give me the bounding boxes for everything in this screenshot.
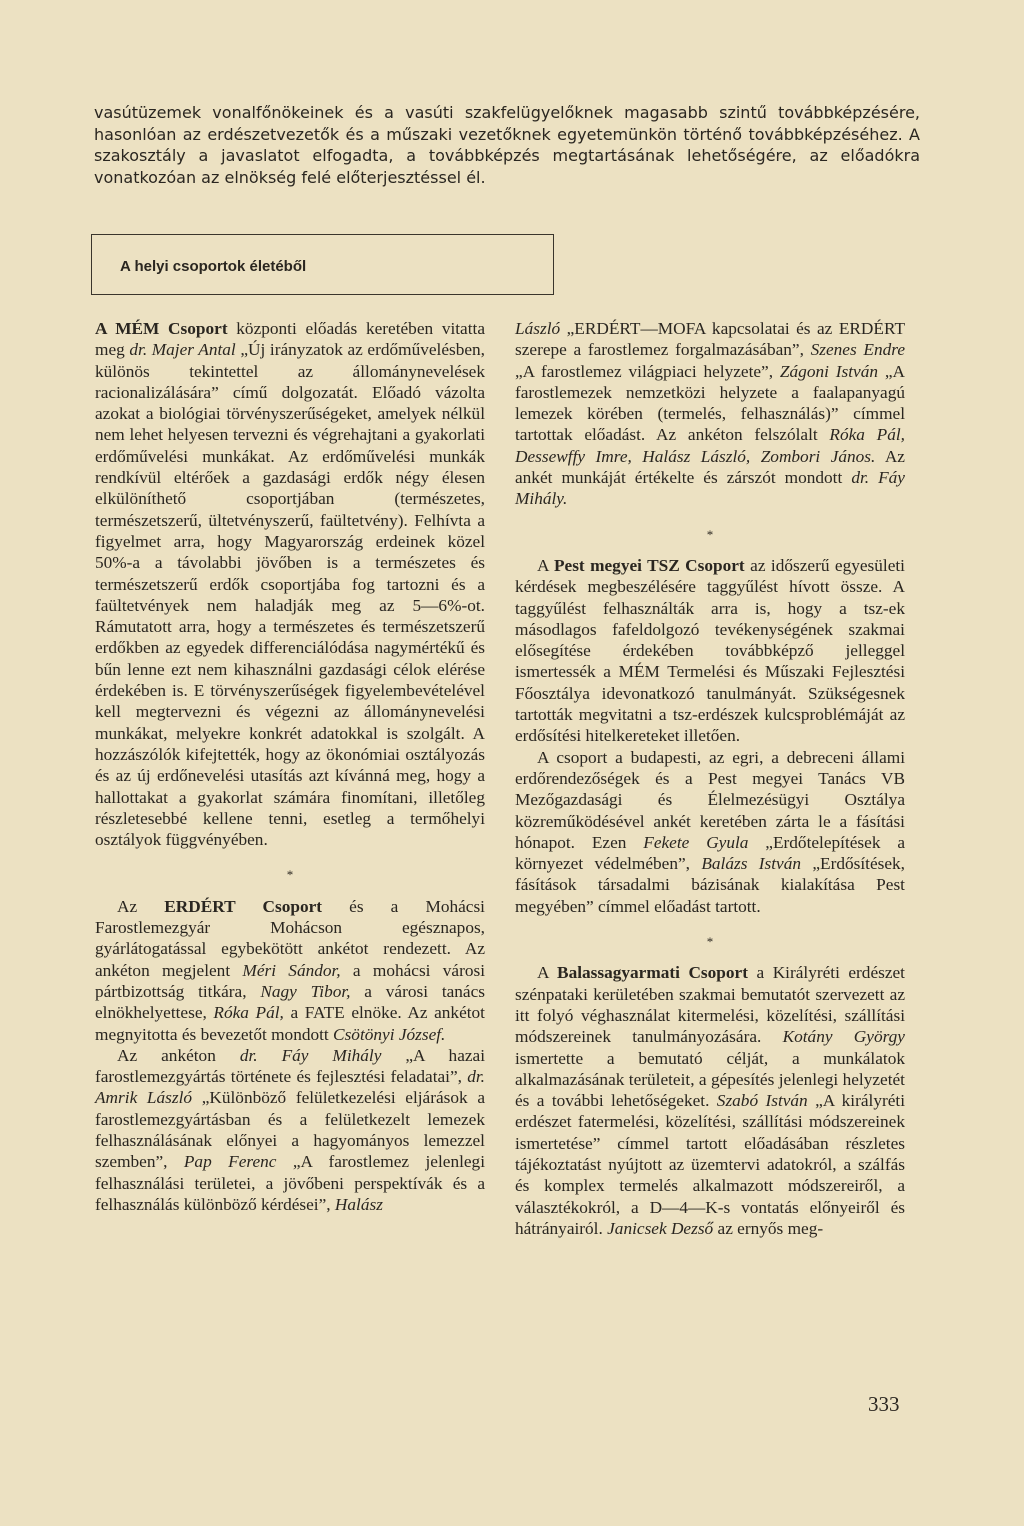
erdert-lectures-paragraph: Az ankéton dr. Fáy Mihály „A hazai farostlemezgyártás története és fejlesztési feladatai”, dr. Amrik László „Különböző felületkezelési eljárások a farostlemezgyártásban és a felületkezelt lemezek felhasználásának előnyei a hagyományos lemezzel szemben”, Pap Ferenc „A farostlemez jelenlegi felhasználási területei, a jövőbeni perspektívák és a felhasználás különböző kérdései”, Halász (95, 1045, 486, 1214)
person-name: Róka Pál, (213, 1003, 284, 1023)
pest-second-paragraph: A csoport a budapesti, az egri, a debreceni állami erdőrendezőségek és a Pest megyei Tanács VB Mezőgazdasági és Élelmezésügyi Osztálya közreműködésével ankét keretében zárta le a fásítási hónapot. Ezen Fekete Gyula „Erdőtelepítések a környezet védelmében”, Balázs István „Erdősítések, fásítások társadalmi bázisának kialakítása Pest megyében” címmel előadást tartott. (515, 747, 906, 916)
mem-paragraph: A MÉM Csoport központi előadás keretében vitatta meg dr. Majer Antal „Új irányzatok az erdőművelésben, különös tekintettel az állománynevelések racionalizálására” című dolgozatát. Előadó vázolta azokat a biológiai törvényszerűségeket, amelyek nélkül nem lehet helyesen tervezni és végrehajtani a gyakorlati erdőművelési munkákat. Az erdőművelési munkák rendkívül eltérőek a gazdasági erdők négy élesen elkülöníthető csoportjában (természetes, természetszerű, ültetvényszerű, faültetvény). Felhívta a figyelmet arra, hogy Magyarország erdeinek közel 50%-a a távolabbi jövőben is a természetes és természetszerű erdők csoportjába fog tartozni és a faültetvények nem haladják meg az 5—6%-ot. Rámutatott arra, hogy a természetes és természetszerű erdőkben az egyedek differenciálódása nagymértékű és bűn lenne ezt nem kihasználni gazdasági célok elérése érdekében is. E törvényszerűségek figyelembevételével kell megtervezni és végezni az állománynevelési munkákat, melyekre konkrét adatokkal is szolgált. A hozzászólók kifejtették, hogy az ökonómiai osztályozás és az új erdőnevelési utasítás azt kívánná meg, hogy a hallottakat a gyakorlat számára finomítani, illetőleg részletesebbé kellene tenni, esetleg a termőhelyi osztályok függvényében. (95, 319, 486, 850)
group-name: ERDÉRT Csoport (164, 896, 323, 916)
person-name: Fekete Gyula (643, 832, 749, 852)
person-name: Janicsek Dezső (607, 1218, 714, 1238)
person-name: Pap Ferenc (183, 1152, 277, 1172)
right-column (515, 318, 905, 1239)
person-name: Zágoni István (779, 361, 878, 381)
separator-star: * (706, 526, 714, 542)
balassa-paragraph: A Balassagyarmati Csoport a Királyréti erdészet szénpataki kerületében szakmai bemutatót szervezett az itt folyó véghasználat kitermelési, közelítési, szállítási módszereinek tanulmányozására. Kotány György ismertette a bemutató célját, a munkálatok alkalmazásának területeit, a gépesítés jelenlegi helyzetét és a további lehetőségeket. Szabó István „A királyréti erdészet fatermelési, közelítési, szállítási módszereinek ismertetése” címmel tartott előadásában részletes tájékoztatást nyújtott az üzemtervi adatokról, a szálfás és komplex termelés alkalmazott módszereiről, a választékokról, a D—4—K-s vontatás előnyeiről és hátrányairól. Janicsek Dezső az ernyős meg- (515, 963, 905, 1238)
erdert-continued-paragraph: László „ERDÉRT—MOFA kapcsolatai és az ERDÉRT szerepe a farostlemez forgalmazásában”, Szenes Endre „A farostlemez világpiaci helyzete”, Zágoni István „A farostlemezek nemzetközi helyzete a faalapanyagú lemezek körében (termelés, felhasználás)” címmel tartottak előadást. Az ankéton felszólalt Róka Pál, Dessewffy Imre, Halász László, Zombori János. Az ankét munkáját értékelte és zárszót mondott dr. Fáy Mihály. (515, 319, 905, 509)
pest-paragraph: A Pest megyei TSZ Csoport az időszerű egyesületi kérdések megbeszélésére taggyűlést hívott össze. A taggyűlést felhasználták arra is, hogy a tsz-ek másodlagos fafeldolgozó tevékenységének szakmai elősegítése érdekében továbbképző jelleggel ismertessék a MÉM Termelési és Műszaki Fejlesztési Főosztálya idevonatkozó tanulmányát. Szükségesnek tartották megvitatni a tsz-erdészek kulcsproblémáját az erdősítési hitelkereteket illetően. (515, 555, 905, 746)
person-name: László (515, 319, 561, 338)
person-name: Nagy Tibor, (260, 981, 351, 1001)
person-names: Róka Pál, Dessewffy Imre, Halász László, Zombori János. (515, 425, 905, 466)
separator-star: * (706, 934, 714, 950)
person-name: Balázs István (701, 854, 802, 874)
person-name: Szenes Endre (810, 340, 905, 360)
separator-star: * (286, 867, 294, 883)
page-number: 333 (868, 1392, 900, 1416)
person-name: dr. Amrik László (95, 1067, 485, 1108)
speaker-name: dr. Majer Antal (129, 340, 236, 360)
group-name: Pest megyei TSZ Csoport (553, 555, 745, 575)
intro-text: vasútüzemek vonalfőnökeinek és a vasúti szakfelügyelőknek magasabb szintű továbbképzésére, hasonlóan az erdészetvezetők és a műszaki vezetőknek egyetemünkön történő továbbképzéséhez. A szakosztály a javaslatot elfogadta, a továbbképzés megtartásának lehetőségére, az előadókra vonatkozóan az elnökség felé előterjesztéssel él. (94, 103, 920, 187)
person-name: Szabó István (716, 1091, 808, 1111)
erdert-paragraph: Az ERDÉRT Csoport és a Mohácsi Farostlemezgyár Mohácson egésznapos, gyárlátogatással egybekötött ankétot rendezett. Az ankéton megjelent Méri Sándor, a mohácsi városi pártbizottság titkára, Nagy Tibor, a városi tanács elnökhelyettese, Róka Pál, a FATE elnöke. Az ankétot megnyitotta és bevezetőt mondott Csötönyi József. (95, 896, 486, 1044)
intro-paragraph (94, 102, 920, 188)
section-title: A helyi csoportok életéből (120, 258, 307, 275)
person-name: Halász (334, 1194, 383, 1214)
person-name: dr. Fáy Mihály. (515, 468, 905, 509)
left-column (95, 318, 485, 1215)
person-name: Kotány György (782, 1027, 905, 1047)
group-name: A MÉM Csoport (95, 319, 228, 338)
group-name: Balassagyarmati Csoport (557, 963, 748, 983)
person-name: Csötönyi József. (333, 1024, 446, 1044)
person-name: Méri Sándor, (242, 960, 341, 980)
person-name: dr. Fáy Mihály (239, 1045, 382, 1065)
